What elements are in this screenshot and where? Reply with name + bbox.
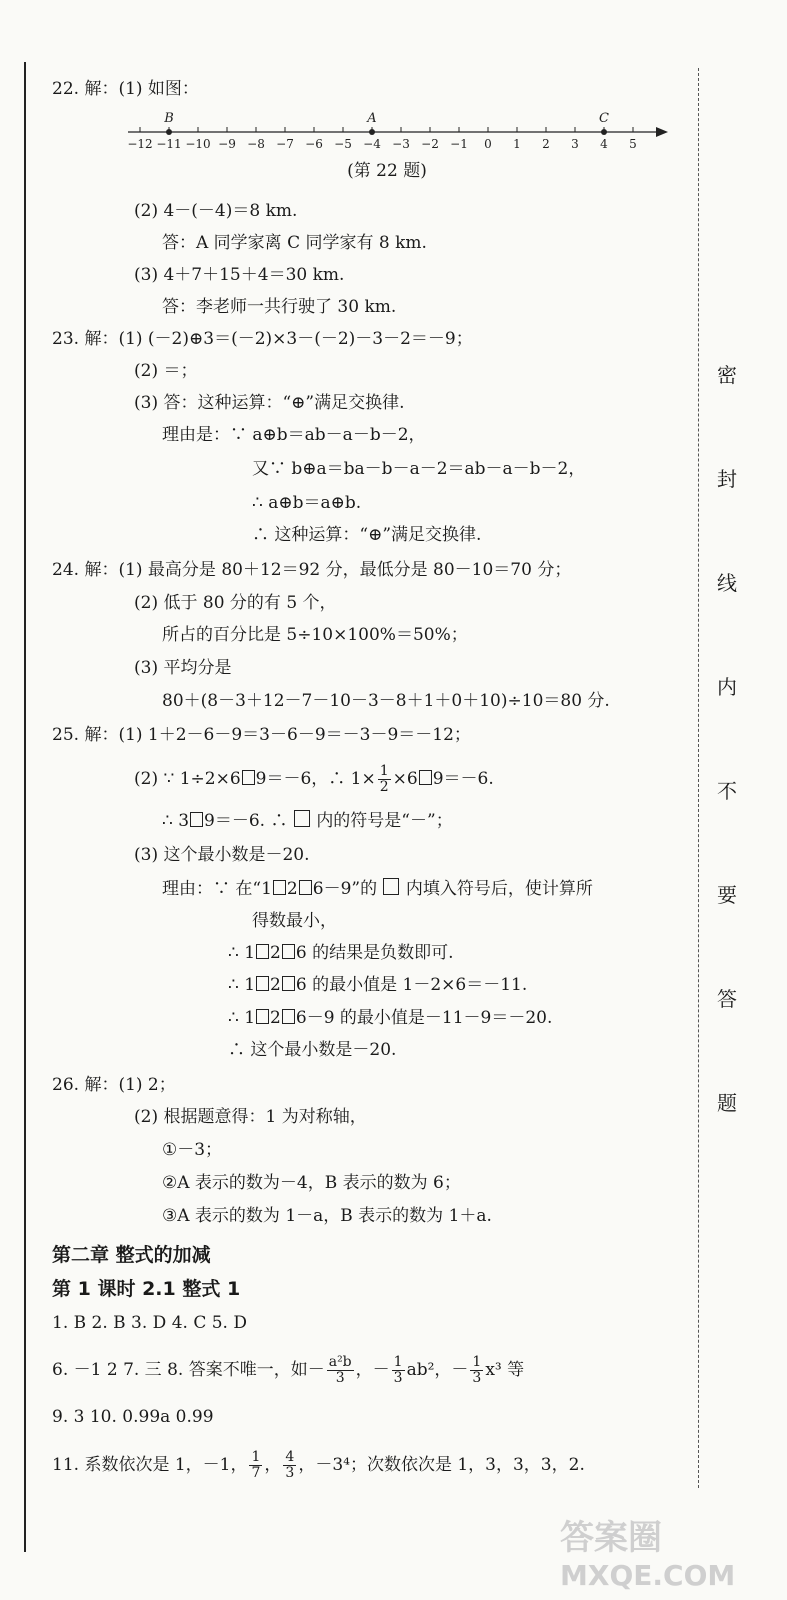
tick-label: 1 bbox=[513, 137, 521, 151]
q24-line4: (3) 平均分是 bbox=[134, 658, 232, 678]
q25-line3: ∴ 3 9＝－6. ∴ 内的符号是“－”； bbox=[162, 811, 453, 831]
q25-line7: ∴ 1 2 6 的结果是负数即可. bbox=[228, 943, 454, 963]
tick-label: −7 bbox=[276, 137, 294, 151]
point-a-label: A bbox=[367, 111, 377, 126]
tick-label: −10 bbox=[185, 137, 211, 151]
tick-label: 4 bbox=[600, 137, 608, 151]
seal-char: 线 bbox=[717, 571, 737, 595]
point-b-label: B bbox=[164, 111, 174, 126]
tick-label: −3 bbox=[392, 137, 410, 151]
seal-char: 要 bbox=[717, 883, 737, 907]
tick-label: −12 bbox=[127, 137, 153, 151]
q25-line8: ∴ 1 2 6 的最小值是 1－2×6＝－11. bbox=[228, 975, 528, 995]
q25-line6: 得数最小， bbox=[252, 911, 337, 931]
answers-11: 11. 系数依次是 1，－1， $\frac{1}{7}$ ， $\frac{4}{3}$ ，－3⁴；次数依次是 1，3，3，3，2. bbox=[52, 1449, 585, 1481]
answers-9-10: 9. 3 10. 0.99a 0.99 bbox=[52, 1407, 214, 1427]
q26-line3: ①－3； bbox=[162, 1140, 223, 1160]
q22-head: 22. 解：(1) 如图： bbox=[52, 79, 199, 99]
q23-line6: ∴ a⊕b＝a⊕b. bbox=[252, 493, 362, 513]
seal-dashed-line bbox=[698, 68, 699, 1488]
tick-label: 3 bbox=[571, 137, 579, 151]
point-c-dot bbox=[601, 129, 607, 135]
seal-char: 密 bbox=[717, 363, 737, 387]
tick-label: −4 bbox=[363, 137, 381, 151]
tick-label: −1 bbox=[450, 137, 468, 151]
chapter-title: 第二章 整式的加减 bbox=[52, 1244, 211, 1266]
point-c-label: C bbox=[599, 111, 609, 126]
q24-line1: 24. 解：(1) 最高分是 80＋12＝92 分，最低分是 80－10＝70 分； bbox=[52, 560, 572, 580]
tick-label: −8 bbox=[247, 137, 265, 151]
tick-label: −5 bbox=[334, 137, 352, 151]
q23-line3: (3) 答：这种运算：“⊕”满足交换律. bbox=[134, 393, 405, 413]
axis-arrow bbox=[656, 127, 668, 137]
left-margin-rule bbox=[24, 62, 26, 1552]
q23-line2: (2) ＝； bbox=[134, 361, 198, 381]
q26-line2: (2) 根据题意得：1 为对称轴， bbox=[134, 1107, 367, 1127]
q23-line7: ∴ 这种运算：“⊕”满足交换律. bbox=[252, 525, 482, 545]
q23-line1: 23. 解：(1) (－2)⊕3＝(－2)×3－(－2)－3－2＝－9； bbox=[52, 329, 473, 349]
q24-line3: 所占的百分比是 5÷10×100%＝50%； bbox=[162, 625, 468, 645]
q26-line1: 26. 解：(1) 2； bbox=[52, 1075, 176, 1095]
tick-label: −6 bbox=[305, 137, 323, 151]
q22-figure-caption: (第 22 题) bbox=[347, 161, 427, 181]
q22-part3: (3) 4＋7＋15＋4＝30 km. bbox=[134, 265, 345, 285]
q25-line10: ∴ 这个最小数是－20. bbox=[228, 1040, 397, 1060]
tick-label: −11 bbox=[156, 137, 182, 151]
q22-part2-answer: 答：A 同学家离 C 同学家有 8 km. bbox=[162, 233, 427, 253]
watermark-logo: 答案圈 MXQE.COM bbox=[560, 1518, 736, 1592]
point-b-dot bbox=[166, 129, 172, 135]
seal-char: 不 bbox=[717, 779, 737, 803]
q23-line4: 理由是：∵ a⊕b＝ab－a－b－2， bbox=[162, 425, 426, 445]
q25-line2: (2) ∵ 1÷2×6 9＝－6，∴ 1× $\frac{1}{2}$ ×6 9＝－6. bbox=[134, 763, 494, 795]
q25-line1: 25. 解：(1) 1＋2－6－9＝3－6－9＝－3－9＝－12； bbox=[52, 725, 471, 745]
tick-label: −2 bbox=[421, 137, 439, 151]
lesson-title: 第 1 课时 2.1 整式 1 bbox=[52, 1278, 241, 1300]
q22-part3-answer: 答：李老师一共行驶了 30 km. bbox=[162, 297, 397, 317]
q25-line4: (3) 这个最小数是－20. bbox=[134, 845, 310, 865]
point-a-dot bbox=[369, 129, 375, 135]
answers-1-5: 1. B 2. B 3. D 4. C 5. D bbox=[52, 1313, 247, 1333]
seal-char: 封 bbox=[717, 467, 737, 491]
tick-label: 2 bbox=[542, 137, 550, 151]
q23-line5: 又∵ b⊕a＝ba－b－a－2＝ab－a－b－2， bbox=[252, 459, 586, 479]
seal-text-column bbox=[712, 360, 742, 1192]
tick-label: −9 bbox=[218, 137, 236, 151]
q26-line4: ②A 表示的数为－4，B 表示的数为 6； bbox=[162, 1173, 461, 1193]
q24-line5: 80＋(8－3＋12－7－10－3－8＋1＋0＋10)÷10＝80 分. bbox=[162, 691, 610, 711]
q24-line2: (2) 低于 80 分的有 5 个， bbox=[134, 593, 337, 613]
seal-char: 答 bbox=[717, 987, 737, 1011]
q26-line5: ③A 表示的数为 1－a，B 表示的数为 1＋a. bbox=[162, 1206, 492, 1226]
q22-part2: (2) 4－(－4)＝8 km. bbox=[134, 201, 298, 221]
answers-6-8: 6. －1 2 7. 三 8. 答案不唯一，如－ $\frac{\text{a²b}}{3}$ ，－ $\frac{1}{3}$ ab²，－ $\frac{1}{3}$ x³ 等 bbox=[52, 1354, 525, 1386]
q25-line5: 理由：∵ 在“1 2 6－9”的 内填入符号后，使计算所 bbox=[162, 879, 593, 899]
seal-char: 内 bbox=[717, 675, 737, 699]
tick-label: 5 bbox=[629, 137, 637, 151]
seal-char: 题 bbox=[717, 1091, 737, 1115]
q25-line9: ∴ 1 2 6－9 的最小值是－11－9＝－20. bbox=[228, 1008, 553, 1028]
tick-label: 0 bbox=[484, 137, 492, 151]
number-line-figure bbox=[120, 104, 680, 154]
